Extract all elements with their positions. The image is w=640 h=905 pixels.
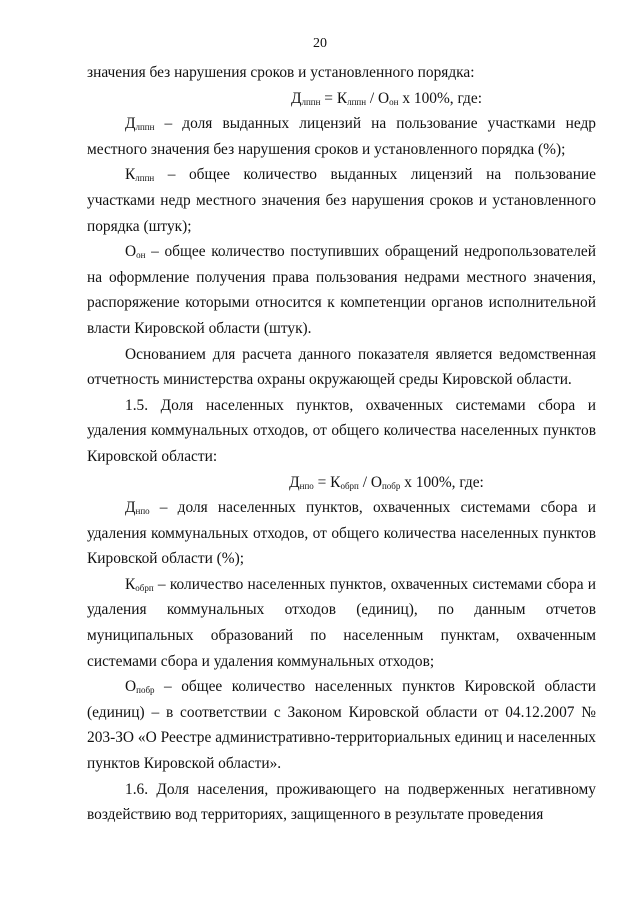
definition-o-pobr [87, 674, 596, 776]
definition-o-on [87, 239, 596, 341]
formula-subscript: побр [381, 480, 401, 491]
definition-text: – общее количество выданных лицензий на пользование участками недр местного значения без нарушения сроков и установленного порядка (штук); [87, 166, 596, 235]
definition-subscript: лппн [135, 122, 155, 133]
formula-symbol-d: Д [289, 473, 300, 491]
definition-symbol: Д [125, 115, 136, 133]
definition-symbol: Д [125, 499, 136, 517]
definition-subscript: нпо [135, 506, 150, 517]
definition-d-npo [87, 495, 596, 572]
formula-settlements [87, 470, 596, 496]
definition-subscript: он [136, 250, 146, 261]
definition-symbol: К [125, 166, 136, 184]
formula-symbol-k: К [336, 89, 348, 107]
definition-d-lppn [87, 111, 596, 162]
definition-text: – доля выданных лицензий на пользование участками недр местного значения без нарушения сроков и установленного порядка (%); [87, 115, 596, 158]
formula-symbol-k: К [330, 473, 341, 491]
definition-text: – количество населенных пунктов, охваченных системами сбора и удаления коммунальных отходов (единиц), по данным отчетов муниципальных образований по населенным пунктам, охваченным системами сбора и удаления коммунальных отходов; [87, 575, 596, 670]
formula-equals: = [320, 89, 337, 107]
formula-subscript: он [389, 96, 399, 107]
definition-symbol: О [125, 678, 137, 696]
formula-divide: / [366, 89, 379, 107]
formula-tail: x 100%, где: [398, 89, 482, 107]
formula-equals: = [313, 473, 331, 491]
formula-subscript: лппн [347, 96, 367, 107]
definition-k-lppn [87, 162, 596, 239]
formula-symbol-d: Д [291, 89, 302, 107]
formula-licenses [87, 86, 596, 112]
definition-text: – общее количество населенных пунктов Кировской области (единиц) – в соответствии с Законом Кировской области от 04.12.2007 № 203-ЗО «О Реестре административно-территориальных единиц и населенных пунктов Кировской области». [87, 678, 596, 773]
document-body [87, 60, 596, 828]
definition-text: – доля населенных пунктов, охваченных системами сбора и удаления коммунальных отходов, от общего количества населенных пунктов Кировской области (%); [87, 499, 596, 568]
paragraph-section-1-5: 1.5. Доля населенных пунктов, охваченных системами сбора и удаления коммунальных отходов, от общего количества населенных пунктов Кировской области: [87, 396, 596, 465]
formula-divide: / [358, 473, 371, 491]
definition-subscript: лппн [135, 173, 155, 184]
paragraph-intro: значения без нарушения сроков и установленного порядка: [87, 64, 475, 81]
definition-subscript: побр [136, 685, 155, 696]
paragraph-basis: Основанием для расчета данного показателя является ведомственная отчетность министерства охраны окружающей среды Кировской области. [87, 345, 596, 389]
page-number: 20 [313, 36, 327, 51]
definition-subscript: обрп [135, 582, 154, 593]
formula-subscript: обрп [340, 480, 359, 491]
paragraph-section-1-6: 1.6. Доля населения, проживающего на подверженных негативному воздействию вод территориях, защищенного в результате проведения [87, 780, 596, 824]
definition-symbol: К [125, 575, 136, 593]
formula-tail: x 100%, где: [400, 473, 484, 491]
formula-subscript: лппн [301, 96, 321, 107]
formula-symbol-o: О [370, 473, 382, 491]
definition-text: – общее количество поступивших обращений недропользователей на оформление получения права пользования недрами местного значения, распоряжение которыми относится к компетенции органов исполнительной власти Кировской области (штук). [87, 243, 596, 337]
formula-subscript: нпо [299, 480, 314, 491]
definition-symbol: О [125, 243, 137, 261]
definition-k-obrp [87, 572, 596, 674]
formula-symbol-o: О [378, 89, 390, 107]
